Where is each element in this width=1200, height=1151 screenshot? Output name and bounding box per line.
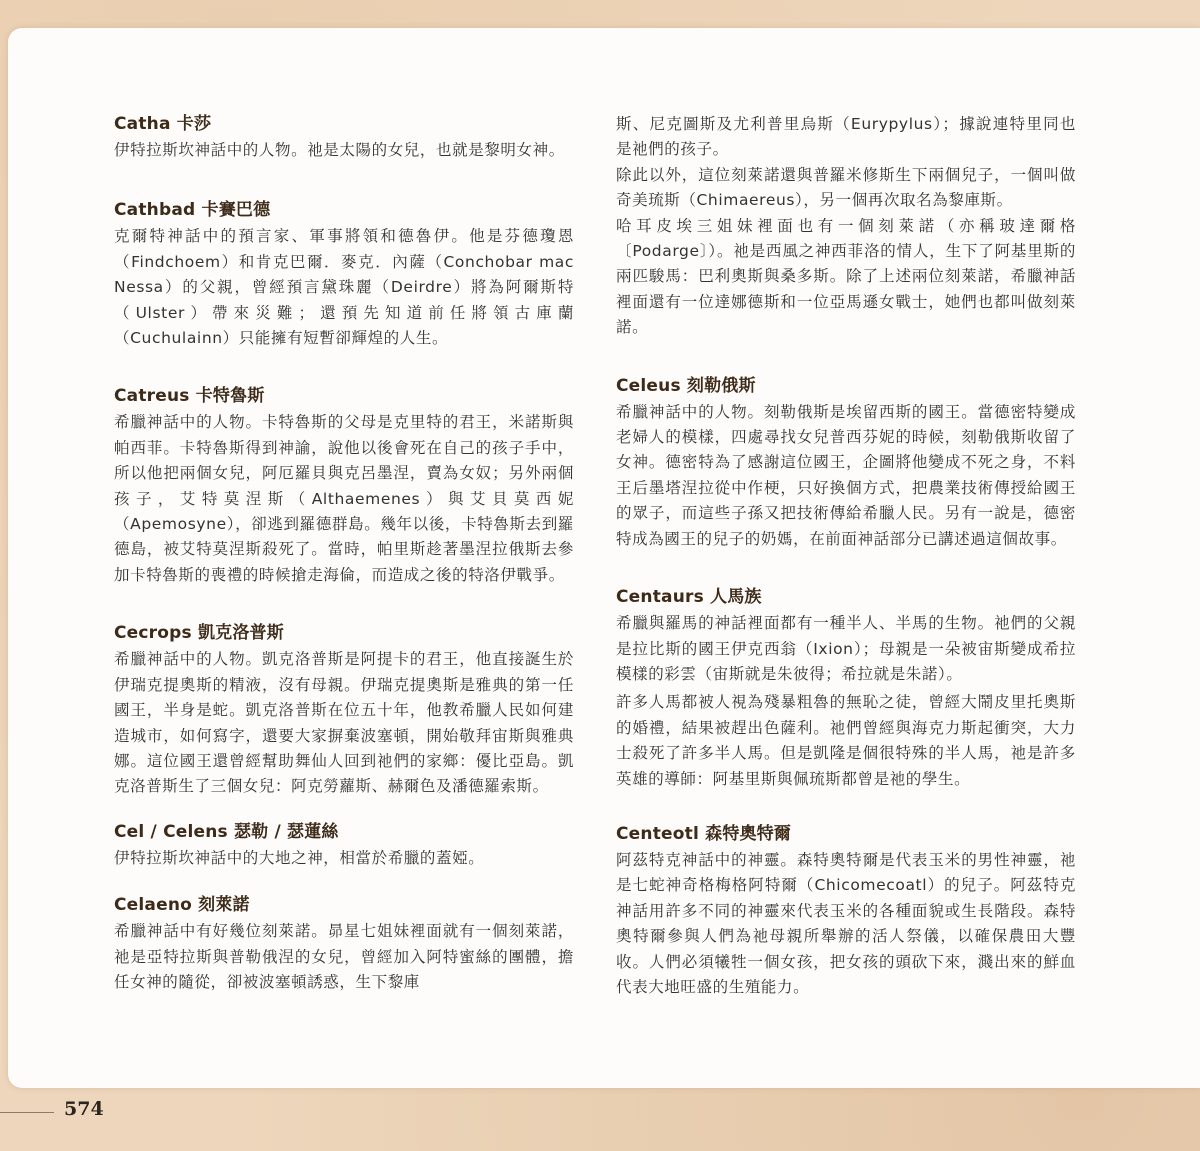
entry-body: 希臘與羅馬的神話裡面都有一種半人、半馬的生物。祂們的父親是拉比斯的國王伊克西翁（Ixion）；母親是一朵被宙斯變成希拉模樣的彩雲（宙斯就是朱彼得；希拉就是朱諾）。 — [616, 614, 1076, 683]
entry-title: Cel / Celens 瑟勒 / 瑟蓮絲 — [114, 821, 339, 842]
entry-body: 希臘神話中的人物。卡特魯斯的父母是克里特的君王，米諾斯與帕西菲。卡特魯斯得到神諭，說他以後會死在自己的孩子手中，所以他把兩個女兒，阿厄羅貝與克呂墨涅，賣為女奴；另外兩個孩子，艾特莫涅斯（Althaemenes）與艾貝莫西妮（Apemosyne），卻逃到羅德群島。幾年以後，卡特魯斯去到羅德島，被艾特莫涅斯殺死了。當時，帕里斯趁著墨涅拉俄斯去參加卡特魯斯的喪禮的時候搶走海倫，而造成之後的特洛伊戰爭。 — [114, 413, 574, 584]
entry-body: 斯、尼克圖斯及尤利普里烏斯（Eurypylus）；據說連特里同也是祂們的孩子。 — [616, 115, 1076, 159]
entry-title: Catreus 卡特魯斯 — [114, 386, 265, 407]
entry-centeotl — [616, 822, 1076, 1000]
entry-cathbad — [114, 198, 574, 351]
entry-centaurs — [616, 585, 1076, 792]
entry-title: Celeus 刻勒俄斯 — [616, 375, 756, 396]
entry-title: Celaeno 刻萊諾 — [114, 895, 250, 916]
right-column — [616, 112, 1076, 1000]
entry-body: 伊特拉斯坎神話中的人物。祂是太陽的女兒，也就是黎明女神。 — [114, 141, 565, 159]
entry-body: 克爾特神話中的預言家、軍事將領和德魯伊。他是芬德瓊恩（Findchoem）和肯克巴爾．麥克．內薩（Conchobar mac Nessa）的父親，曾經預言黛珠麗（Deirdre）將為阿爾斯特（Ulster）帶來災難；還預先知道前任將領古庫蘭（Cuchulainn）只能擁有短暫卻輝煌的人生。 — [114, 227, 574, 348]
entry-cel — [114, 820, 574, 871]
footer-rule — [0, 1112, 54, 1113]
book-page — [8, 28, 1200, 1088]
entry-catreus — [114, 384, 574, 588]
left-column — [114, 112, 574, 995]
entry-body: 伊特拉斯坎神話中的大地之神，相當於希臘的蓋婭。 — [114, 848, 485, 867]
entry-title: Cathbad 卡賽巴德 — [114, 200, 271, 221]
entry-title: Centeotl 森特奧特爾 — [616, 823, 792, 844]
entry-celeus — [616, 374, 1076, 552]
entry-celaeno-continued — [616, 112, 1076, 341]
entry-title: Cecrops 凱克洛普斯 — [114, 623, 284, 644]
entry-body: 阿茲特克神話中的神靈。森特奧特爾是代表玉米的男性神靈，祂是七蛇神奇格梅格阿特爾（Chicomecoatl）的兒子。阿茲特克神話用許多不同的神靈來代表玉米的各種面貌或生長階段。森特奧特爾參與人們為祂母親所舉辦的活人祭儀，以確保農田大豐收。人們必須犧牲一個女孩，把女孩的頭砍下來，濺出來的鮮血代表大地旺盛的生殖能力。 — [616, 850, 1076, 996]
entry-body: 除此以外，這位刻萊諾還與普羅米修斯生下兩個兒子，一個叫做奇美琉斯（Chimaereus），另一個再次取名為黎庫斯。 — [616, 165, 1076, 210]
entry-title: Centaurs 人馬族 — [616, 587, 762, 608]
page-number: 574 — [64, 1098, 104, 1120]
entry-celaeno — [114, 893, 574, 995]
entry-body: 哈耳皮埃三姐妹裡面也有一個刻萊諾（亦稱玻達爾格〔Podarge〕）。祂是西風之神西菲洛的情人，生下了阿基里斯的兩匹駿馬：巴利奧斯與桑多斯。除了上述兩位刻萊諾，希臘神話裡面還有一位達娜德斯和一位亞馬遜女戰士，她們也都叫做刻萊諾。 — [616, 216, 1076, 337]
entry-title: Catha 卡莎 — [114, 114, 212, 134]
entry-body: 許多人馬都被人視為殘暴粗魯的無恥之徒，曾經大鬧皮里托奧斯的婚禮，結果被趕出色薩利。祂們曾經與海克力斯起衝突，大力士殺死了許多半人馬。但是凱隆是個很特殊的半人馬，祂是許多英雄的導師：阿基里斯與佩琉斯都曾是祂的學生。 — [616, 693, 1076, 788]
entry-body: 希臘神話中的人物。凱克洛普斯是阿提卡的君王，他直接誕生於伊瑞克提奧斯的精液，沒有母親。伊瑞克提奧斯是雅典的第一任國王，半身是蛇。凱克洛普斯在位五十年，他教希臘人民如何建造城市，如何寫字，還要大家摒棄波塞頓，開始敬拜宙斯與雅典娜。這位國王還曾經幫助舞仙人回到祂們的家鄉：優比亞島。凱克洛普斯生了三個女兒：阿克勞蘿斯、赫爾色及潘德羅索斯。 — [114, 650, 574, 796]
entry-body: 希臘神話中的人物。刻勒俄斯是埃留西斯的國王。當德密特變成老婦人的模樣，四處尋找女兒普西芬妮的時候，刻勒俄斯收留了女神。德密特為了感謝這位國王，企圖將他變成不死之身，不料王后墨塔涅拉從中作梗，只好換個方式，把農業技術傳授給國王的眾子，而這些子孫又把技術傳給希臘人民。另有一說是，德密特成為國王的兒子的奶媽，在前面神話部分已講述過這個故事。 — [616, 402, 1076, 548]
entry-body: 希臘神話中有好幾位刻萊諾。昴星七姐妹裡面就有一個刻萊諾，祂是亞特拉斯與普勒俄涅的女兒，曾經加入阿特蜜絲的團體，擔任女神的隨從，卻被波塞頓誘惑，生下黎庫 — [114, 922, 574, 991]
entry-catha — [114, 112, 574, 163]
entry-cecrops — [114, 621, 574, 799]
